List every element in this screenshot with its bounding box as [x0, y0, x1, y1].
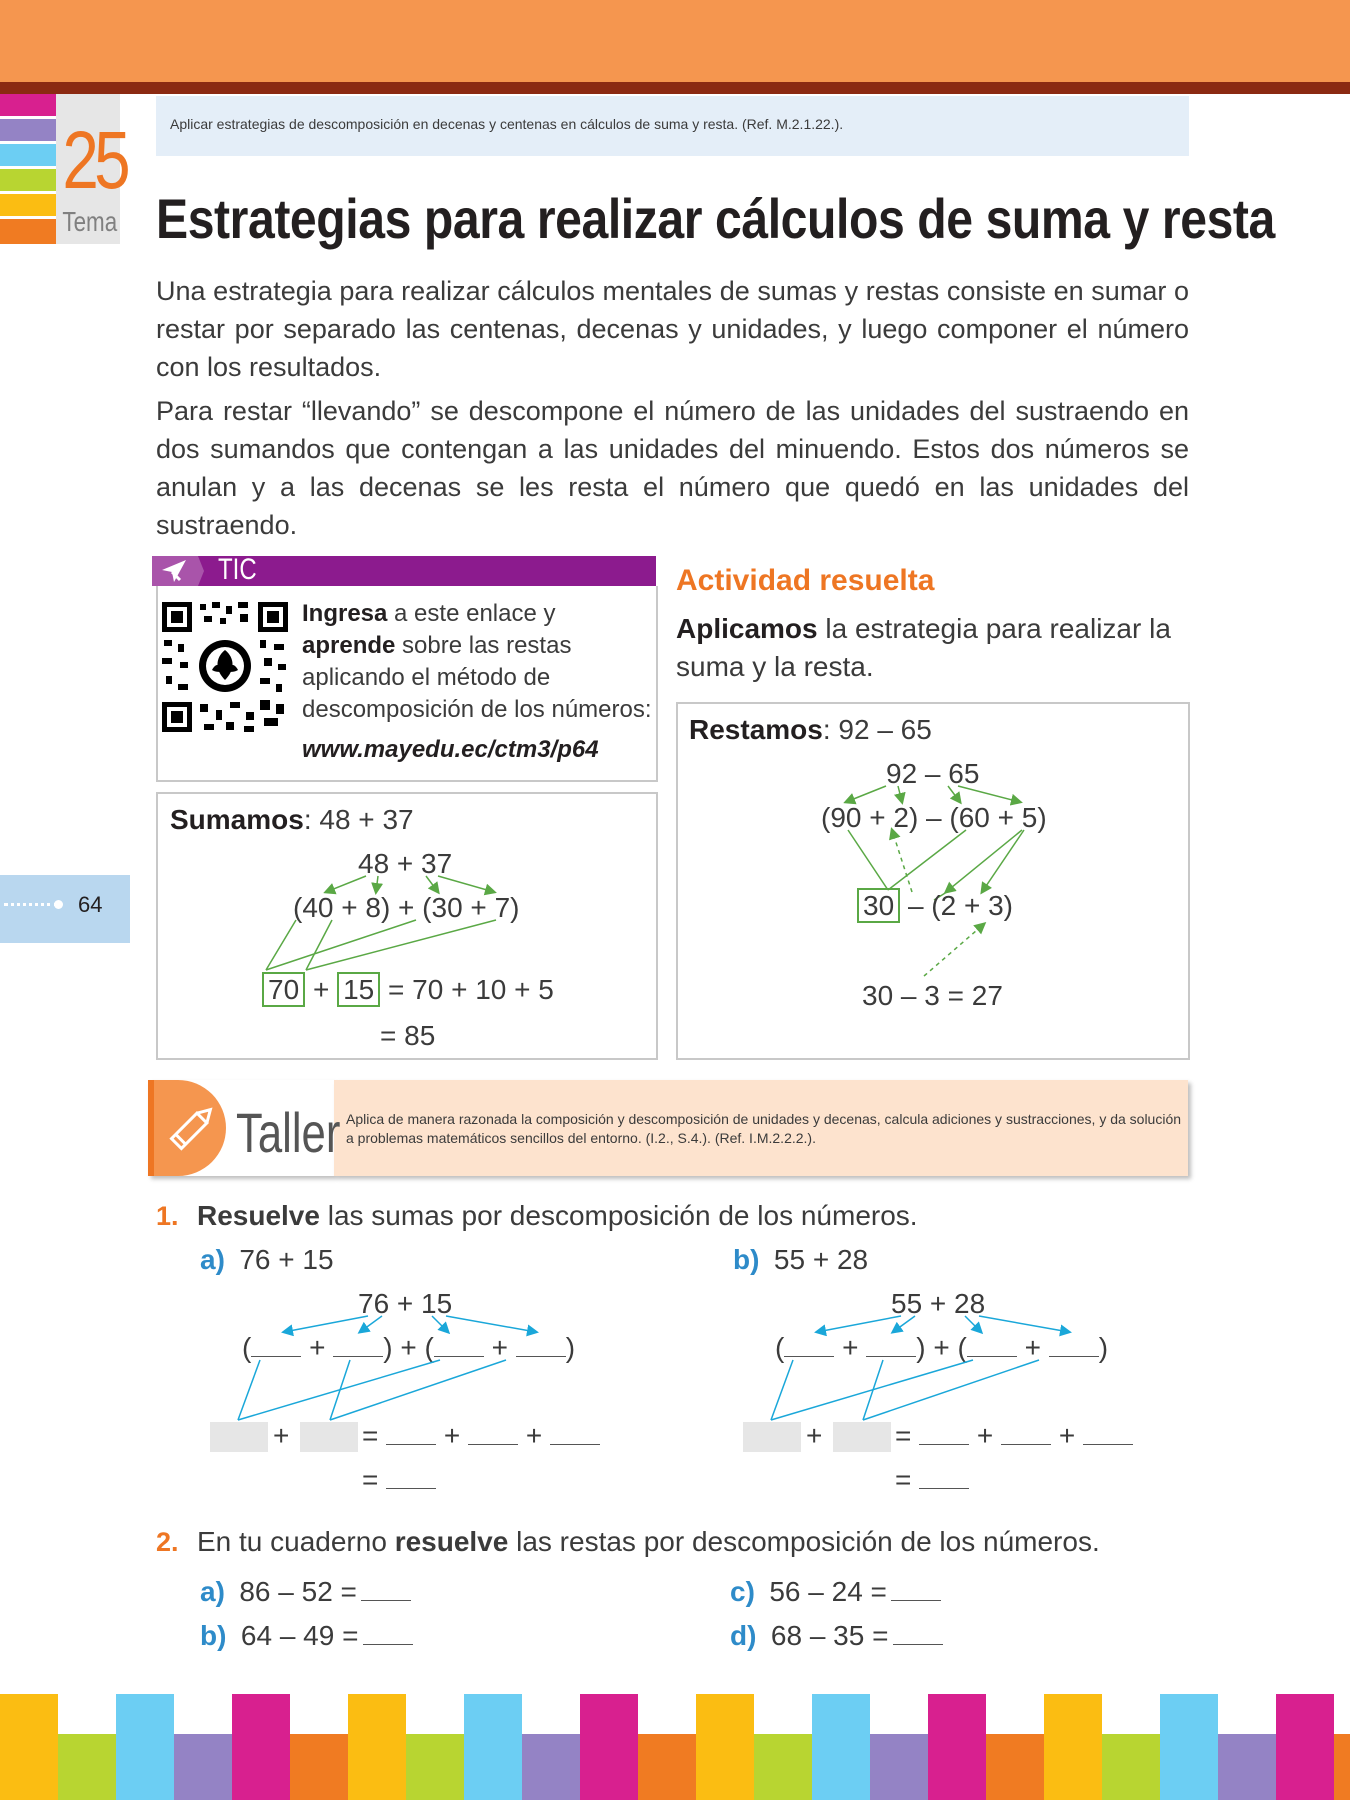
rest-example-heading — [689, 714, 932, 746]
sum-box-tens: 70 — [262, 972, 305, 1007]
q2a-label: a) — [200, 1576, 225, 1607]
cursor-arrow-icon — [152, 556, 204, 586]
q2-number: 2. — [156, 1527, 179, 1557]
page-dot — [54, 900, 63, 909]
q2d-label: d) — [730, 1620, 757, 1651]
q1a-sum-blanks[interactable]: = + + — [362, 1420, 600, 1452]
sum-arrows-diagram — [156, 866, 654, 986]
top-line — [0, 82, 1350, 94]
q1a-result-blank[interactable]: = — [362, 1464, 436, 1496]
sum-line-1: 48 + 37 — [358, 848, 453, 879]
q1a-line-1: 76 + 15 — [358, 1288, 453, 1319]
q2d-expr: 68 – 35 = — [770, 1620, 889, 1651]
sum-final: = 85 — [380, 1020, 436, 1051]
rest-final: 30 – 3 = 27 — [862, 980, 1003, 1011]
q2c-blank[interactable] — [891, 1599, 941, 1601]
q2b-expr: 64 – 49 = — [240, 1620, 359, 1651]
page-number: 64 — [78, 892, 103, 917]
activity-text-rest: la estrategia para realizar la suma y la resta. — [676, 613, 1171, 682]
q1b-expr: 55 + 28 — [773, 1244, 869, 1275]
q2-bold: resuelve — [394, 1526, 509, 1557]
activity-title: Actividad resuelta — [676, 564, 935, 597]
q2d-item — [730, 1620, 943, 1652]
q1a-arrows-diagram — [200, 1306, 620, 1426]
q1b-result-blank[interactable]: = — [895, 1464, 969, 1496]
taller-label: Taller — [236, 1101, 341, 1164]
q1a-answer-box-1[interactable] — [210, 1422, 268, 1452]
color-strip-yellow — [0, 194, 56, 216]
q1-bold: Resuelve — [196, 1200, 320, 1231]
q1b-decomposition[interactable]: ( + ) + ( + ) — [775, 1332, 1109, 1363]
sum-line-2: (40 + 8) + (30 + 7) — [293, 892, 520, 923]
tic-text-2: sobre las restas aplicando el método de descomposición de los números: — [302, 632, 652, 723]
q1b-line-1: 55 + 28 — [891, 1288, 986, 1319]
intro-paragraph-1: Una estrategia para realizar cálculos mentales de sumas y restas consiste en sumar o restar por separado las centenas, decenas y unidades, y luego componer el número con los resultados. — [156, 276, 1189, 382]
tic-text-1: a este enlace y — [387, 600, 556, 627]
q1a-label: a) — [200, 1244, 225, 1275]
q1b-arrows-diagram — [733, 1306, 1153, 1426]
tic-text — [302, 598, 652, 726]
q2-heading — [156, 1526, 1100, 1558]
q2-text-1: En tu cuaderno — [196, 1526, 395, 1557]
q2a-blank[interactable] — [361, 1599, 411, 1601]
sum-example-heading — [170, 804, 414, 836]
top-band — [0, 0, 1350, 82]
q2c-item — [730, 1576, 941, 1608]
page-number-tab — [0, 875, 130, 943]
rest-line-2: (90 + 2) – (60 + 5) — [821, 802, 1047, 833]
sum-eq1: = 70 + 10 + 5 — [388, 974, 554, 1005]
q2-text-2: las restas por descomposición de los números. — [508, 1526, 1100, 1557]
q2a-item — [200, 1576, 411, 1608]
page-dots — [4, 903, 58, 906]
sum-result-line — [262, 974, 554, 1006]
taller-text: Aplica de manera razonada la composición y descomposición de unidades y decenas, calcula adiciones y sustracciones, y da solución a problemas matemáticos sencillos del entorno. (I.2., S.4.). (Ref. I.M.2.2.2.). — [346, 1111, 1182, 1146]
color-strip-lime — [0, 169, 56, 191]
q2b-label: b) — [200, 1620, 227, 1651]
tic-text-bold-1: Ingresa — [302, 600, 388, 627]
rest-heading-bold: Restamos — [689, 714, 823, 745]
intro-paragraph-2: Para restar “llevando” se descompone el número de las unidades del sustraendo en dos sumandos que contengan a las unidades del minuendo. Estos dos números se anulan y a las decenas se les resta el número que quedó en las unidades del sustraendo. — [156, 396, 1189, 540]
q1b-sum-blanks[interactable]: = + + — [895, 1420, 1133, 1452]
q1-number: 1. — [156, 1201, 179, 1231]
q1a-expr: 76 + 15 — [239, 1244, 334, 1275]
sum-box-units: 15 — [337, 972, 380, 1007]
color-strip-magenta — [0, 94, 56, 116]
activity-text-bold: Aplicamos — [676, 613, 818, 644]
tema-label: Tema — [62, 206, 118, 237]
q2c-expr: 56 – 24 = — [769, 1576, 887, 1607]
q1a-decomposition[interactable]: ( + ) + ( + ) — [242, 1332, 576, 1363]
tic-text-bold-2: aprende — [302, 632, 396, 659]
q1-text: las sumas por descomposición de los números. — [319, 1200, 918, 1231]
color-strip-cyan — [0, 144, 56, 166]
tic-label: TIC — [218, 553, 257, 586]
qr-code-icon[interactable] — [160, 600, 290, 734]
page-title: Estrategias para realizar cálculos de suma y resta — [156, 187, 1275, 250]
q1a-plus: + — [273, 1420, 290, 1451]
sum-plus: + — [312, 974, 330, 1005]
color-strip-lavender — [0, 119, 56, 141]
q1a-answer-box-2[interactable] — [300, 1422, 358, 1452]
q1a-heading — [200, 1244, 334, 1276]
sum-heading-bold: Sumamos — [170, 804, 304, 835]
q1b-heading — [733, 1244, 868, 1276]
q2a-expr: 86 – 52 = — [239, 1576, 357, 1607]
rest-line-3-rest: – (2 + 3) — [907, 890, 1013, 921]
q1b-label: b) — [733, 1244, 760, 1275]
activity-text — [676, 610, 1176, 686]
tema-number: 25 — [62, 115, 126, 206]
q1-heading — [156, 1200, 918, 1232]
bottom-decorative-bars — [0, 1694, 1350, 1800]
q1b-answer-box-2[interactable] — [833, 1422, 891, 1452]
rest-line-1: 92 – 65 — [886, 758, 980, 789]
tic-link[interactable]: www.mayedu.ec/ctm3/p64 — [302, 736, 599, 763]
rest-line-3 — [857, 890, 1013, 922]
q2c-label: c) — [730, 1576, 755, 1607]
sum-heading-rest: : 48 + 37 — [303, 804, 414, 835]
pencil-icon — [148, 1080, 228, 1176]
q2b-blank[interactable] — [363, 1643, 413, 1645]
rest-arrows-diagram — [676, 776, 1186, 996]
q2b-item — [200, 1620, 413, 1652]
color-strip-orange — [0, 219, 56, 244]
q2d-blank[interactable] — [893, 1643, 943, 1645]
q1b-plus: + — [806, 1420, 823, 1451]
q1b-answer-box-1[interactable] — [743, 1422, 801, 1452]
rest-box-tens: 30 — [857, 888, 900, 923]
objective-text: Aplicar estrategias de descomposición en decenas y centenas en cálculos de suma y resta. (Ref. M.2.1.22.). — [170, 116, 844, 132]
rest-heading-rest: : 92 – 65 — [822, 714, 932, 745]
